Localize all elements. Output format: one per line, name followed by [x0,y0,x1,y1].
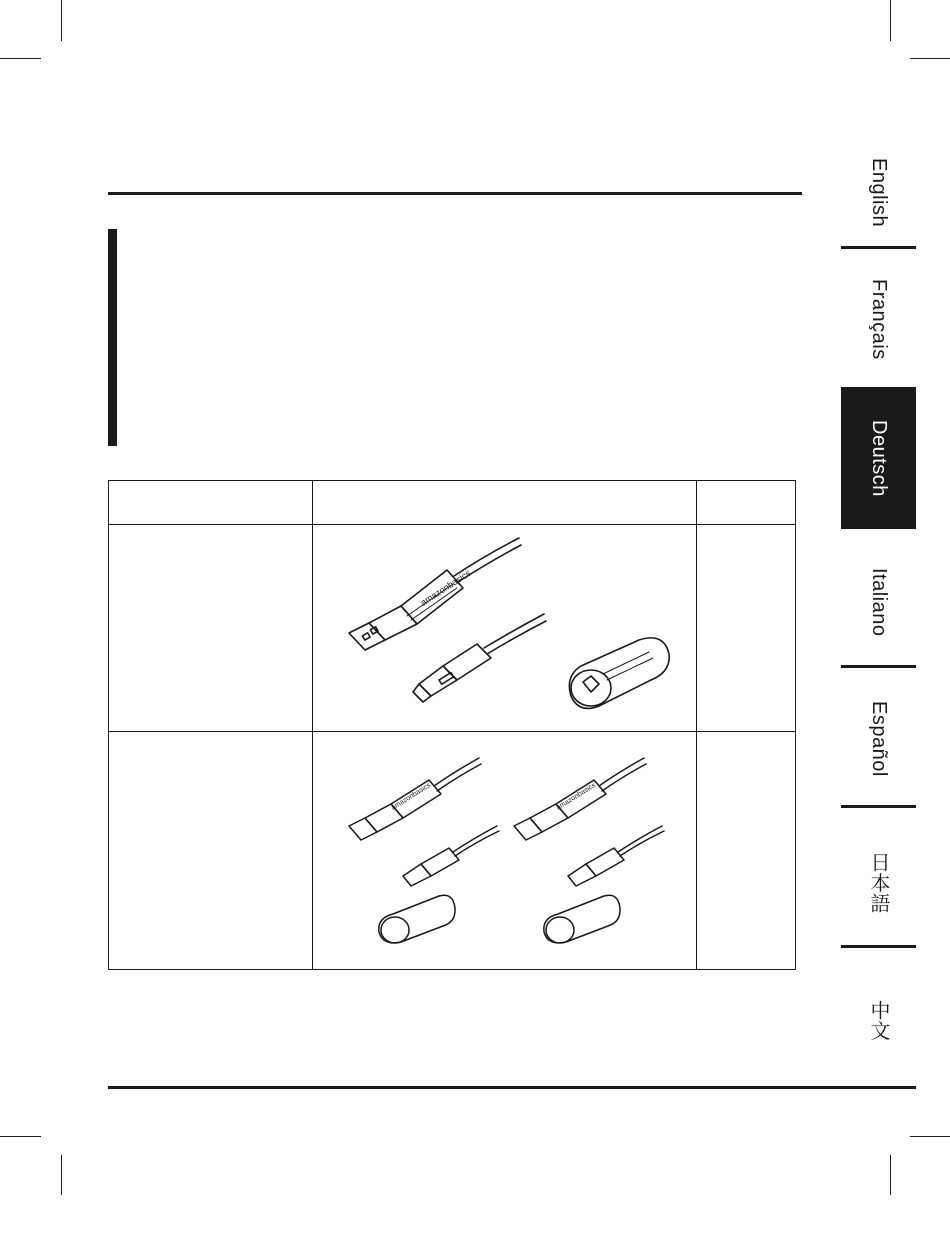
tab-label: 中文 [867,999,889,1041]
table-row [109,732,796,970]
micro-usb-cable-icon [413,614,546,702]
tab-label: 日本語 [867,851,889,914]
crop-mark [910,58,950,59]
header-rule [108,192,802,195]
table-cell [696,525,795,732]
ferrite-core-icon [544,895,620,943]
crop-mark [890,0,891,41]
tab-label: Français [868,278,890,360]
tab-english[interactable] [841,138,916,248]
brand-label: amazonbasics [418,567,473,608]
tab-label: English [868,158,890,228]
crop-mark [0,1136,41,1137]
tab-chinese[interactable] [841,958,916,1082]
usb-a-cable-icon [349,758,481,840]
tab-divider [841,805,916,808]
crop-mark [910,1136,950,1137]
table-cell [109,732,313,970]
crop-mark [890,1155,891,1195]
brand-label: amazonbasics [555,782,598,812]
tab-francais[interactable] [841,260,916,378]
double-cable-set-illustration [319,738,689,963]
ferrite-core-icon [379,895,455,943]
table-cell [109,525,313,732]
tab-japanese[interactable] [841,820,916,945]
tab-espanol[interactable] [841,676,916,802]
table-cell [696,481,795,525]
table-cell [109,481,313,525]
tab-divider [841,246,916,249]
ferrite-core-icon [570,638,670,709]
tab-divider [841,945,916,948]
single-cable-set-illustration [319,528,689,728]
usb-a-cable-icon [514,758,646,840]
footer-rule [108,1086,916,1089]
table-cell-image [312,525,696,732]
micro-usb-cable-icon [568,826,664,886]
tab-divider [841,665,916,668]
section-marker-bar [108,229,117,446]
tab-label: Italiano [868,568,890,637]
tab-italiano[interactable] [841,540,916,665]
crop-mark [0,58,41,59]
table-cell [696,732,795,970]
tab-label: Deutsch [868,419,890,497]
micro-usb-cable-icon [403,826,499,886]
crop-mark [61,0,62,41]
table-header-row [109,481,796,525]
table-cell [312,481,696,525]
table-cell-image [312,732,696,970]
contents-table [108,480,796,970]
crop-mark [61,1155,62,1195]
tab-label: Español [868,701,890,777]
tab-deutsch[interactable] [841,387,916,529]
brand-label: amazonbasics [390,782,433,812]
table-row [109,525,796,732]
